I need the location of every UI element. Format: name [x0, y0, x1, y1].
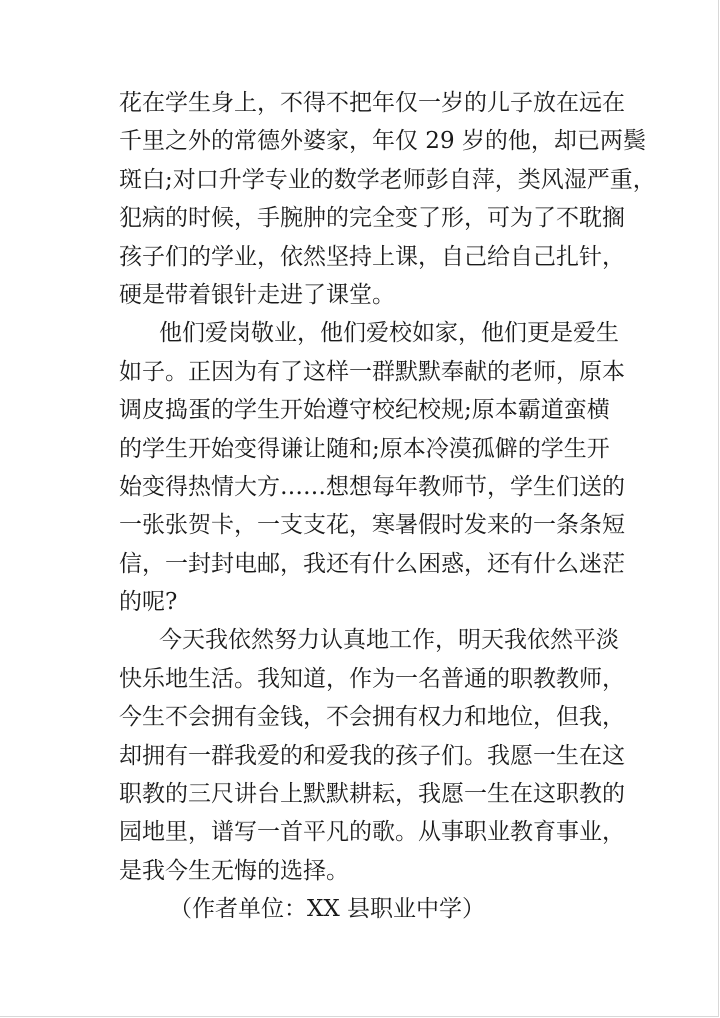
paragraph-3-line-2: 快乐地生活。我知道，作为一名普通的职教教师，: [119, 665, 625, 692]
paragraph-2-line-2: 如子。正因为有了这样一群默默奉献的老师，原本: [119, 358, 625, 385]
paragraph-2-line-6: 一张张贺卡，一支支花，寒暑假时发来的一条条短: [119, 512, 625, 539]
paragraph-3-line-5: 职教的三尺讲台上默默耕耘，我愿一生在这职教的: [119, 781, 625, 808]
paragraph-3-line-4: 却拥有一群我爱的和爱我的孩子们。我愿一生在这: [119, 742, 625, 769]
paragraph-1-line-5: 孩子们的学业，依然坚持上课，自己给自己扎针，: [119, 243, 625, 270]
paragraph-3-line-1: 今天我依然努力认真地工作，明天我依然平淡: [159, 627, 619, 654]
document-body: [119, 84, 656, 929]
paragraph-2-line-7: 信，一封封电邮，我还有什么困惑，还有什么迷茫: [119, 550, 625, 577]
paragraph-1-line-2: 千里之外的常德外婆家，年仅 29 岁的他，却已两鬓: [119, 128, 646, 155]
paragraph-1-line-6: 硬是带着银针走进了课堂。: [119, 281, 395, 308]
paragraph-2-line-3: 调皮捣蛋的学生开始遵守校纪校规;原本霸道蛮横: [119, 397, 610, 424]
paragraph-2-line-1: 他们爱岗敬业，他们爱校如家，他们更是爱生: [159, 320, 619, 347]
paragraph-1-line-4: 犯病的时候，手腕肿的完全变了形，可为了不耽搁: [119, 205, 625, 232]
paragraph-1-line-1: 花在学生身上，不得不把年仅一岁的儿子放在远在: [119, 90, 625, 116]
paragraph-1-line-3: 斑白;对口升学专业的数学老师彭自萍，类风湿严重，: [119, 166, 656, 193]
paragraph-2-line-5: 始变得热情大方……想想每年教师节，学生们送的: [119, 473, 625, 500]
paragraph-3-line-6: 园地里，谱写一首平凡的歌。从事职业教育事业，: [119, 819, 625, 846]
paragraph-2-line-8: 的呢?: [119, 589, 178, 616]
paragraph-2-line-4: 的学生开始变得谦让随和;原本冷漠孤僻的学生开: [119, 435, 610, 462]
paragraph-3-line-7: 是我今生无悔的选择。: [119, 857, 349, 884]
paragraph-3-line-3: 今生不会拥有金钱，不会拥有权力和地位，但我，: [119, 704, 625, 731]
author-affiliation: （作者单位：XX 县职业中学）: [169, 896, 486, 923]
